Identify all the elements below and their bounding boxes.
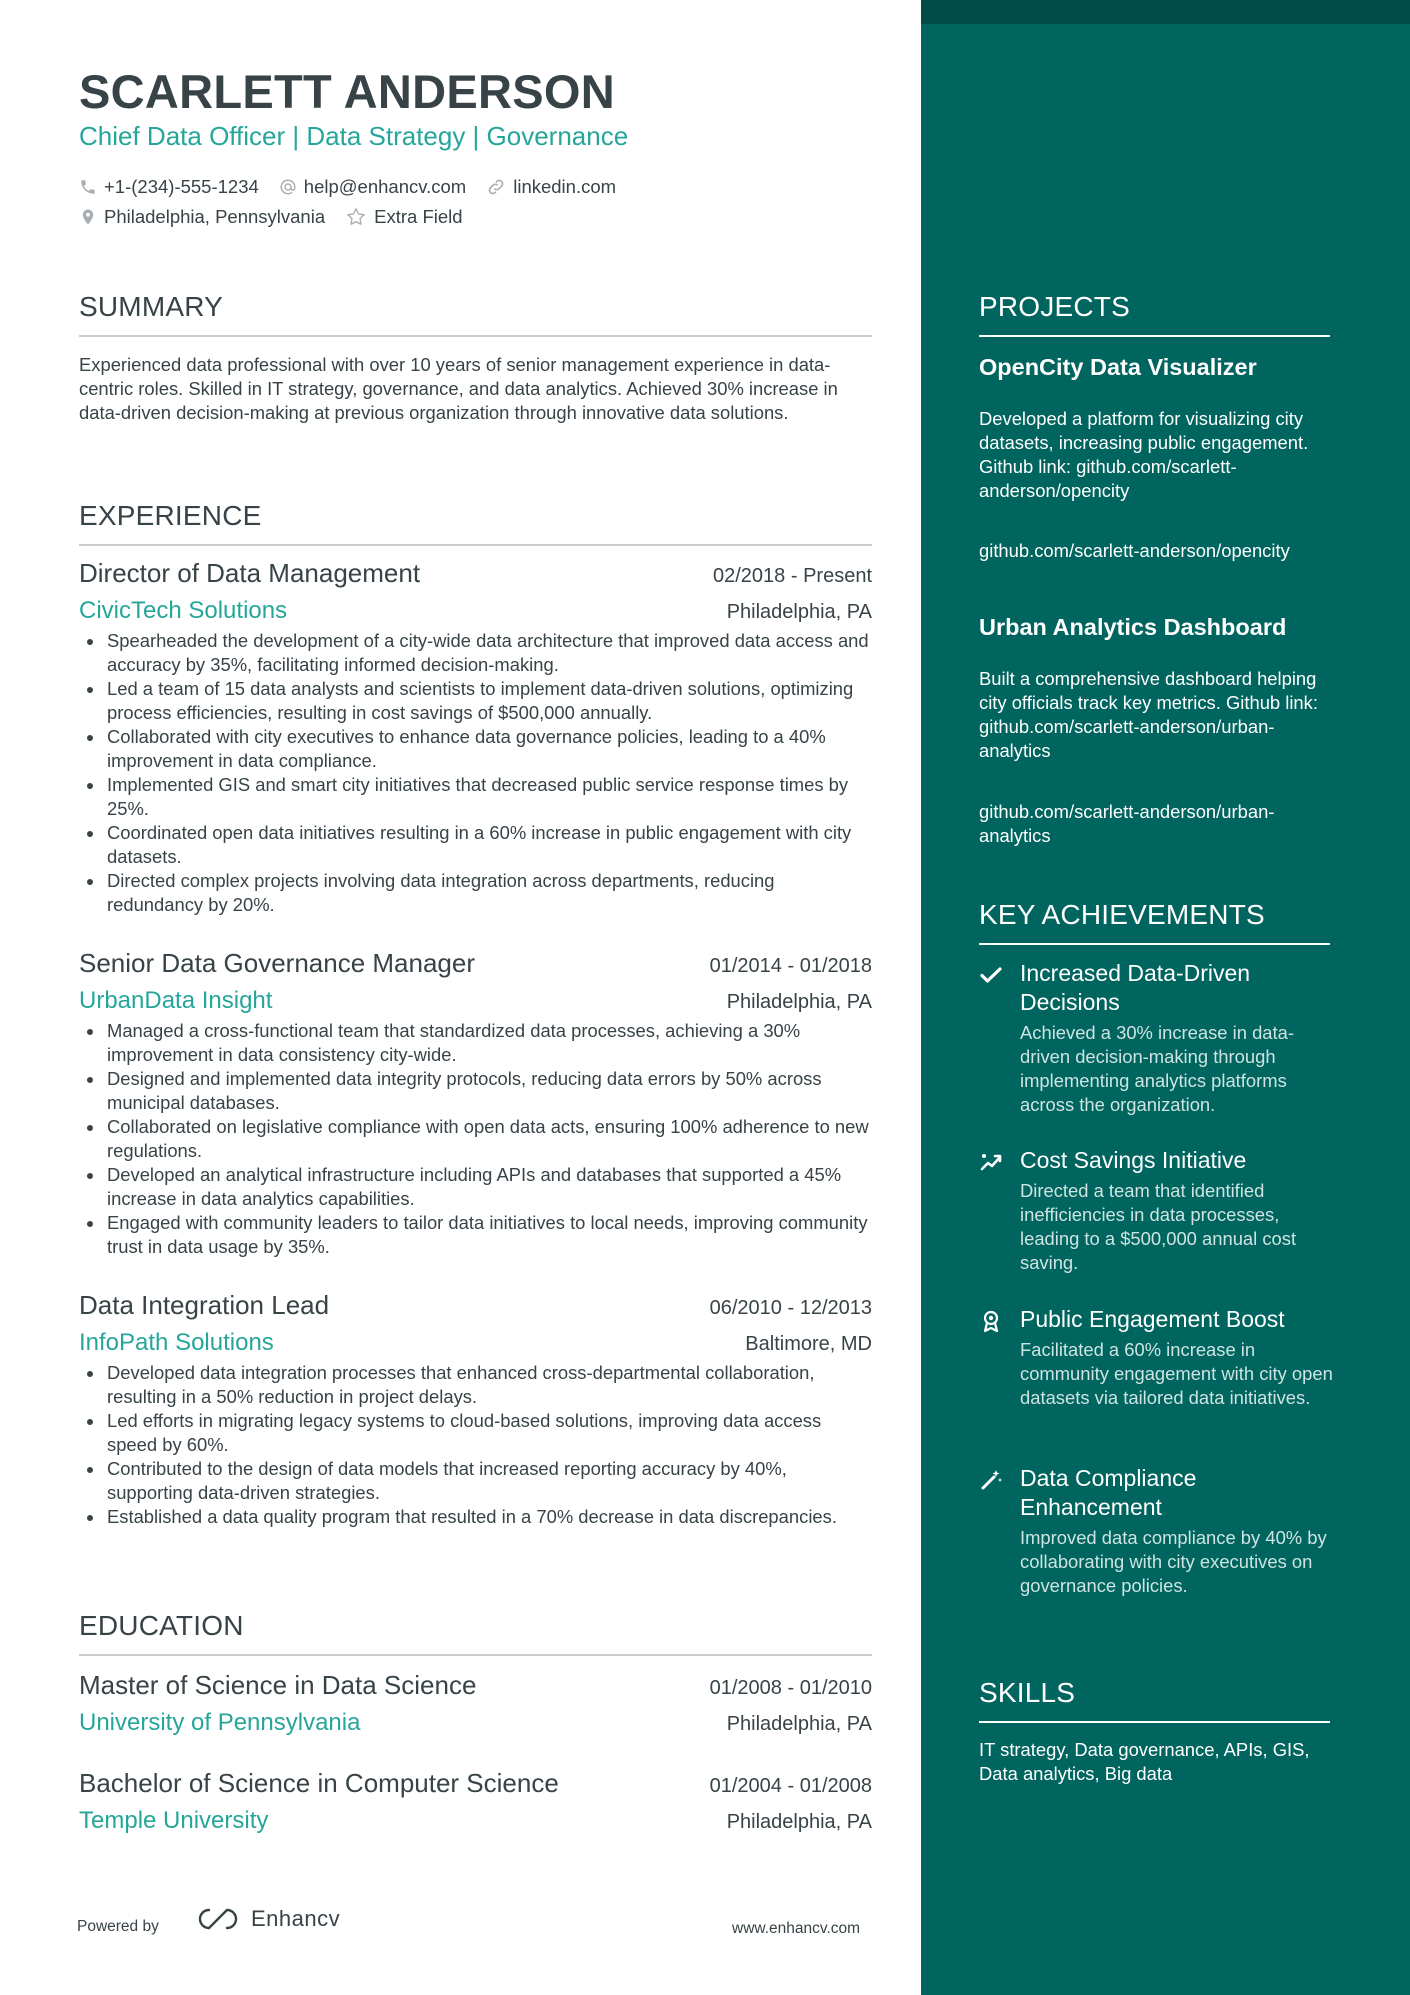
achievement-description: Facilitated a 60% increase in community engagement with city open datasets via tailored data initiatives. (1020, 1339, 1333, 1408)
location-pin-icon (79, 207, 97, 227)
bullet-list (79, 1361, 872, 1529)
bullet-item: Engaged with community leaders to tailor data initiatives to local needs, improving community trust in data usage by 35%. (79, 1211, 872, 1259)
achievement-item (979, 1305, 1339, 1410)
company-name[interactable]: InfoPath Solutions (79, 1329, 274, 1356)
achievement-item (979, 1146, 1339, 1275)
summary-title: SUMMARY (79, 291, 872, 337)
company-name[interactable]: CivicTech Solutions (79, 597, 288, 624)
project-description: Built a comprehensive dashboard helping city officials track key metrics. Github link: github.com/scarlett-anderson/urban-analytics (979, 668, 1318, 761)
bullet-item: Spearheaded the development of a city-wide data architecture that improved data access and accuracy by 35%, facilitating informed decision-making. (79, 629, 872, 677)
bullet-item: Collaborated on legislative compliance with open data acts, ensuring 100% adherence to new regulations. (79, 1115, 872, 1163)
job-location: Philadelphia, PA (726, 991, 872, 1013)
bullet-item: Contributed to the design of data models that increased reporting accuracy by 40%, supporting data-driven strategies. (79, 1457, 872, 1505)
project-name: Urban Analytics Dashboard (979, 614, 1287, 640)
link-text: linkedin.com (513, 176, 617, 197)
bullet-list (79, 629, 872, 917)
link-contact[interactable] (486, 176, 616, 198)
skills-title: SKILLS (979, 1677, 1330, 1723)
bullet-item: Coordinated open data initiatives resulting in a 60% increase in public engagement with city datasets. (79, 821, 872, 869)
job-title: Director of Data Management (79, 558, 421, 588)
achievement-description: Directed a team that identified inefficiencies in data processes, leading to a $500,000 annual cost saving. (1020, 1180, 1297, 1273)
education-entry (79, 1768, 872, 1835)
education-location: Philadelphia, PA (726, 1811, 872, 1833)
contact-info (79, 172, 879, 232)
experience-title: EXPERIENCE (79, 500, 872, 546)
bullet-item: Designed and implemented data integrity protocols, reducing data errors by 50% across municipal databases. (79, 1067, 872, 1115)
education-location: Philadelphia, PA (726, 1713, 872, 1735)
school-name[interactable]: University of Pennsylvania (79, 1709, 361, 1736)
achievement-item (979, 1464, 1339, 1598)
powered-by-label: Powered by (77, 1918, 159, 1935)
project-link[interactable]: github.com/scarlett-anderson/opencity (979, 540, 1290, 561)
bullet-item: Established a data quality program that resulted in a 70% decrease in data discrepancies. (79, 1505, 872, 1529)
project-name: OpenCity Data Visualizer (979, 354, 1257, 380)
experience-entry (79, 948, 872, 1259)
bullet-item: Developed an analytical infrastructure including APIs and databases that supported a 45% increase in data analytics capabilities. (79, 1163, 872, 1211)
job-location: Baltimore, MD (745, 1333, 872, 1355)
job-location: Philadelphia, PA (726, 601, 872, 623)
extra-field-text: Extra Field (374, 206, 463, 227)
achievement-description: Achieved a 30% increase in data-driven decision-making through implementing analytics platforms across the organization. (1020, 1022, 1294, 1115)
degree-title: Bachelor of Science in Computer Science (79, 1768, 559, 1798)
school-name[interactable]: Temple University (79, 1807, 269, 1834)
achievement-description: Improved data compliance by 40% by collaborating with city executives on governance policies. (1020, 1527, 1327, 1596)
experience-entry (79, 558, 872, 917)
enhancv-logo[interactable] (195, 1906, 340, 1932)
bullet-item: Led a team of 15 data analysts and scientists to implement data-driven solutions, optimizing process efficiencies, resulting in cost savings of $500,000 annually. (79, 677, 872, 725)
education-entry (79, 1670, 872, 1737)
job-title: Senior Data Governance Manager (79, 948, 476, 978)
degree-title: Master of Science in Data Science (79, 1670, 477, 1700)
enhancv-logo-icon (195, 1906, 241, 1932)
summary-text: Experienced data professional with over 10 years of senior management experience in data-centric roles. Skilled in IT strategy, governance, and data analytics. Achieved 30% increase in data-driven decision-making at previous organization through innovative data solutions. (79, 354, 838, 423)
candidate-name: SCARLETT ANDERSON (79, 65, 616, 118)
phone-contact[interactable] (79, 176, 259, 198)
education-title: EDUCATION (79, 1610, 872, 1656)
footer-url[interactable]: www.enhancv.com (732, 1920, 861, 1937)
education-dates: 01/2008 - 01/2010 (709, 1677, 872, 1699)
bullet-item: Directed complex projects involving data integration across departments, reducing redundancy by 20%. (79, 869, 872, 917)
extra-field (345, 206, 462, 228)
experience-entry (79, 1290, 872, 1529)
achievement-title: Cost Savings Initiative (1020, 1147, 1247, 1173)
bullet-item: Implemented GIS and smart city initiatives that decreased public service response times by 25%. (79, 773, 872, 821)
project-description: Developed a platform for visualizing city datasets, increasing public engagement. Github link: github.com/scarlett-anderson/opencity (979, 408, 1309, 501)
bullet-item: Developed data integration processes that enhanced cross-departmental collaboration, resulting in a 50% reduction in project delays. (79, 1361, 872, 1409)
chart-icon (979, 1150, 1003, 1174)
link-icon (486, 177, 506, 197)
email-contact[interactable] (279, 176, 466, 198)
job-dates: 02/2018 - Present (713, 565, 872, 587)
check-icon (979, 963, 1003, 987)
bullet-item: Led efforts in migrating legacy systems to cloud-based solutions, improving data access speed by 60%. (79, 1409, 872, 1457)
at-icon (279, 178, 297, 196)
achievement-title: Increased Data-Driven Decisions (1020, 960, 1251, 1015)
achievements-title: KEY ACHIEVEMENTS (979, 899, 1330, 945)
achievement-title: Data Compliance Enhancement (1020, 1465, 1197, 1520)
phone-text: +1-(234)-555-1234 (104, 176, 259, 197)
project-link[interactable]: github.com/scarlett-anderson/urban-analytics (979, 801, 1275, 846)
job-title: Data Integration Lead (79, 1290, 330, 1320)
skills-text: IT strategy, Data governance, APIs, GIS, Data analytics, Big data (979, 1739, 1310, 1784)
star-icon (345, 206, 367, 228)
bullet-item: Managed a cross-functional team that standardized data processes, achieving a 30% improvement in data consistency city-wide. (79, 1019, 872, 1067)
sidebar-top-bar (921, 0, 1410, 24)
magic-wand-icon (979, 1468, 1003, 1492)
bullet-item: Collaborated with city executives to enhance data governance policies, leading to a 40% improvement in data compliance. (79, 725, 872, 773)
location-text: Philadelphia, Pennsylvania (104, 206, 326, 227)
phone-icon (79, 178, 97, 196)
company-name[interactable]: UrbanData Insight (79, 987, 273, 1014)
bullet-list (79, 1019, 872, 1259)
education-dates: 01/2004 - 01/2008 (709, 1775, 872, 1797)
enhancv-brand-text: Enhancv (251, 1906, 341, 1931)
achievement-item (979, 959, 1339, 1117)
headline: Chief Data Officer | Data Strategy | Governance (79, 121, 629, 151)
achievement-title: Public Engagement Boost (1020, 1306, 1285, 1332)
job-dates: 01/2014 - 01/2018 (709, 955, 872, 977)
location-contact (79, 206, 325, 228)
job-dates: 06/2010 - 12/2013 (709, 1297, 872, 1319)
email-text: help@enhancv.com (303, 176, 467, 197)
award-icon (979, 1309, 1003, 1333)
projects-title: PROJECTS (979, 291, 1330, 337)
